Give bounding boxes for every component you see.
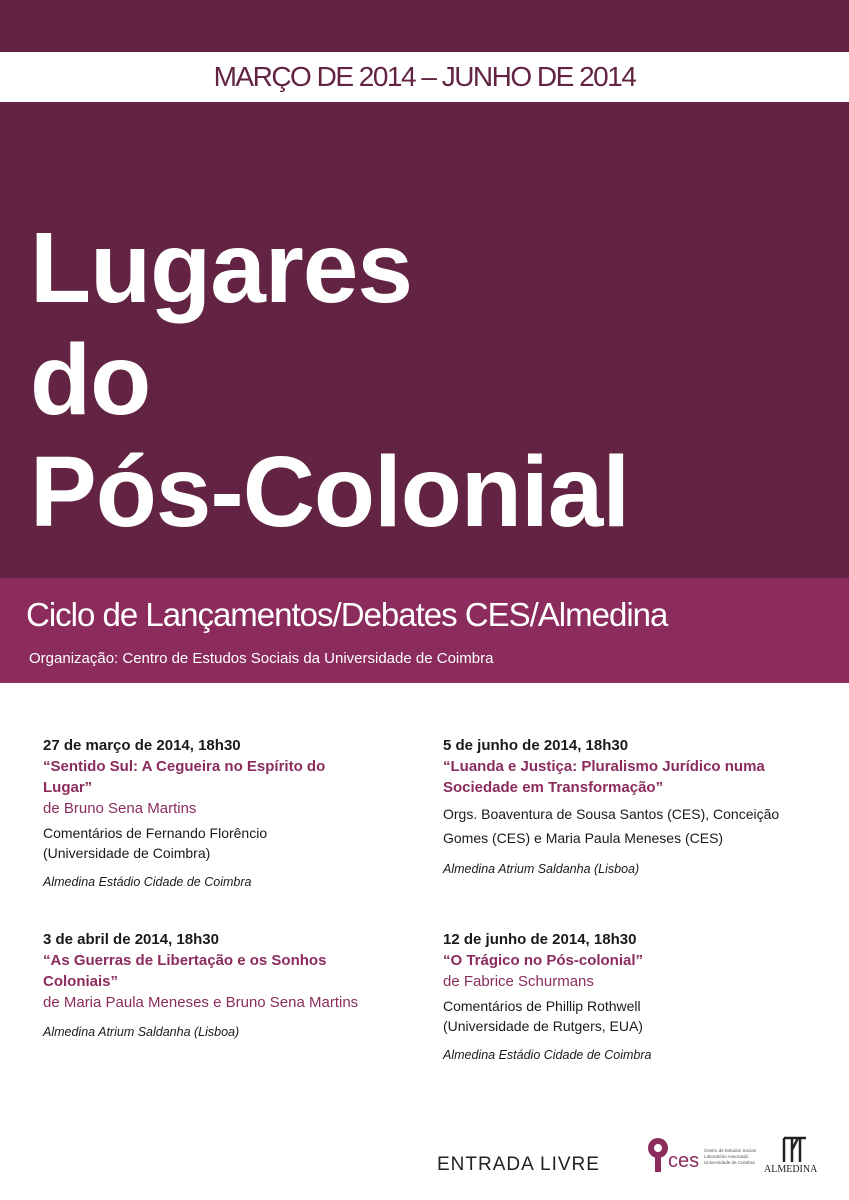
- event-title-line: “As Guerras de Libertação e os Sonhos: [43, 952, 327, 969]
- event-author: de Fabrice Schurmans: [443, 973, 594, 990]
- event-title-line: “Luanda e Justiça: Pluralismo Jurídico numa: [443, 758, 765, 775]
- event-date: 3 de abril de 2014, 18h30: [43, 931, 219, 948]
- title-block: [0, 102, 849, 578]
- event-detail-line: (Universidade de Coimbra): [43, 845, 211, 861]
- event-venue: Almedina Estádio Cidade de Coimbra: [43, 875, 252, 889]
- event-detail-line: Comentários de Phillip Rothwell: [443, 998, 641, 1014]
- event-title-line: Lugar”: [43, 779, 93, 796]
- event-title-line: Sociedade em Transformação”: [443, 779, 664, 796]
- event-card: [43, 735, 413, 889]
- event-date: 27 de março de 2014, 18h30: [43, 737, 241, 754]
- date-range: MARÇO DE 2014 – JUNHO DE 2014: [213, 61, 636, 92]
- organization-line: Organização: Centro de Estudos Sociais da Universidade de Coimbra: [29, 650, 494, 667]
- title-line-2: do: [30, 324, 151, 436]
- event-venue: Almedina Estádio Cidade de Coimbra: [443, 1048, 652, 1062]
- subtitle-block: [0, 578, 849, 683]
- event-card: [443, 735, 813, 876]
- event-card: [43, 929, 413, 1039]
- event-detail-line: Comentários de Fernando Florêncio: [43, 825, 268, 841]
- ces-tagline-line: Universidade de Coimbra: [704, 1160, 755, 1165]
- event-details: [43, 823, 413, 863]
- event-card: [443, 929, 813, 1062]
- event-title-line: “Sentido Sul: A Cegueira no Espírito do: [43, 758, 326, 775]
- top-color-bar: [0, 0, 849, 52]
- ces-tagline-line: Centro de Estudos Sociais: [704, 1148, 756, 1153]
- event-date: 5 de junho de 2014, 18h30: [443, 737, 629, 754]
- event-details: [443, 802, 813, 850]
- title-line-1: Lugares: [30, 212, 413, 324]
- ces-logo: [646, 1134, 756, 1176]
- ces-person-icon: [646, 1134, 756, 1176]
- almedina-logo-text: ALMEDINA: [764, 1164, 818, 1175]
- event-detail-line: Orgs. Boaventura de Sousa Santos (CES), Conceição: [443, 806, 780, 822]
- series-title: Ciclo de Lançamentos/Debates CES/Almedina: [26, 596, 668, 633]
- almedina-emblem-icon: [762, 1134, 828, 1176]
- event-date: 12 de junho de 2014, 18h30: [443, 931, 637, 948]
- title-line-3: Pós-Colonial: [30, 436, 630, 548]
- event-details: [443, 996, 813, 1036]
- ces-logo-text: ces: [668, 1150, 700, 1172]
- event-author: de Bruno Sena Martins: [43, 800, 197, 817]
- event-venue: Almedina Atrium Saldanha (Lisboa): [443, 862, 640, 876]
- date-band: [0, 52, 849, 102]
- ces-tagline-line: Laboratório Associado: [704, 1154, 749, 1159]
- event-author: de Maria Paula Meneses e Bruno Sena Martins: [43, 994, 359, 1011]
- event-detail-line: (Universidade de Rutgers, EUA): [443, 1018, 643, 1034]
- event-detail-line: Gomes (CES) e Maria Paula Meneses (CES): [443, 830, 724, 846]
- event-title-line: “O Trágico no Pós-colonial”: [443, 952, 644, 969]
- almedina-logo: [762, 1134, 828, 1176]
- event-venue: Almedina Atrium Saldanha (Lisboa): [43, 1025, 240, 1039]
- free-entry-label: ENTRADA LIVRE: [437, 1154, 600, 1175]
- event-title-line: Coloniais”: [43, 973, 119, 990]
